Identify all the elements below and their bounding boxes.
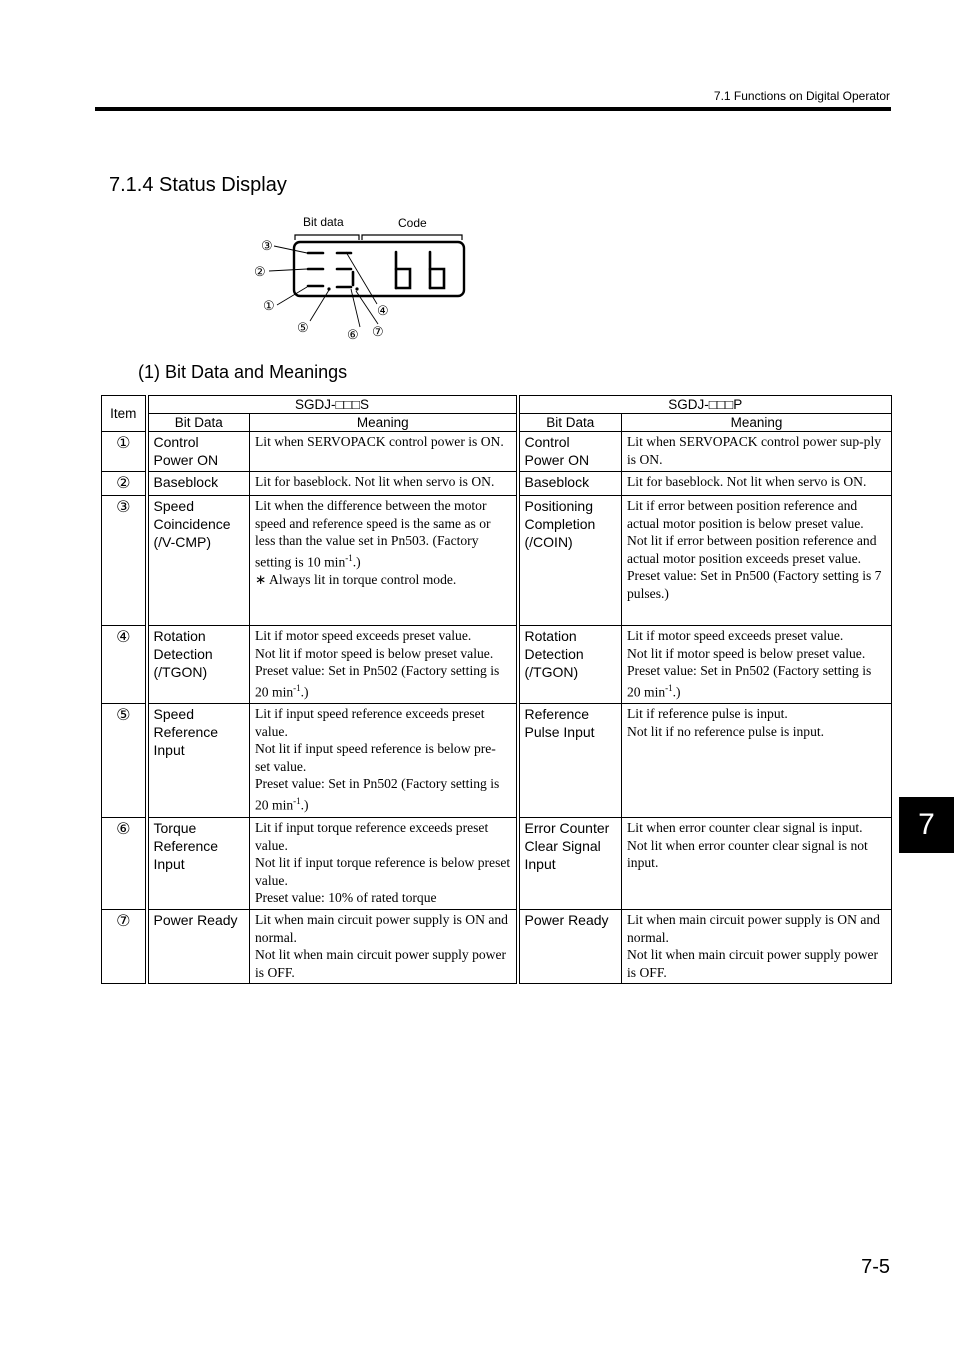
bit-name-p bbox=[518, 496, 622, 626]
item-number: ① bbox=[102, 432, 147, 472]
text-line: Detection bbox=[524, 646, 584, 662]
meaning-p bbox=[622, 818, 892, 910]
text-line: Not lit if input speed reference is below pre-set value. bbox=[255, 741, 496, 774]
text-line: Power Ready bbox=[153, 912, 238, 928]
text-line: Control bbox=[153, 434, 199, 450]
meaning-p bbox=[622, 472, 892, 496]
text-line: Coincidence bbox=[153, 516, 231, 532]
bit-name-s bbox=[147, 626, 250, 704]
meaning-s bbox=[250, 626, 518, 704]
text-line: Lit if reference pulse is input. bbox=[627, 706, 788, 721]
text-line: Preset value: 10% of rated torque bbox=[255, 890, 437, 906]
bit-name-p bbox=[518, 704, 622, 818]
text-line: Not lit when main circuit power supply power is OFF. bbox=[627, 947, 879, 980]
col-bit-data-p: Bit Data bbox=[518, 414, 622, 432]
item-number: ③ bbox=[102, 496, 147, 626]
callout-1: ① bbox=[263, 298, 275, 313]
meaning-s bbox=[250, 910, 518, 984]
section-title: 7.1.4 Status Display bbox=[109, 174, 287, 196]
bit-data-table bbox=[101, 395, 892, 984]
bit-data-bracket bbox=[295, 235, 359, 240]
callout-7: ⑦ bbox=[372, 324, 384, 339]
text-line: Baseblock bbox=[153, 474, 219, 490]
text-line: Not lit if motor speed is below preset value. bbox=[627, 645, 866, 661]
text-line: ∗ Always lit in torque control mode. bbox=[255, 571, 457, 587]
meaning-p bbox=[622, 626, 892, 704]
text-line: Clear Signal bbox=[524, 838, 601, 854]
meaning-s bbox=[250, 496, 518, 626]
status-display-diagram bbox=[250, 208, 480, 348]
text-line: Not lit when error counter clear signal is not input. bbox=[627, 837, 868, 871]
meaning-p bbox=[622, 704, 892, 818]
text-line: Speed bbox=[153, 498, 194, 514]
text-line: Input bbox=[524, 856, 556, 872]
bit-name-p bbox=[518, 432, 622, 472]
label-bit-data: Bit data bbox=[303, 215, 344, 229]
callout-5: ⑤ bbox=[297, 320, 309, 335]
bit-name-s bbox=[147, 910, 250, 984]
table-row bbox=[102, 496, 892, 626]
text-line: Input bbox=[153, 856, 185, 872]
text-line: Lit when main circuit power supply is ON and normal. bbox=[627, 912, 880, 945]
text-line: Reference bbox=[153, 724, 219, 740]
text-line: Not lit when main circuit power supply power is OFF. bbox=[255, 947, 507, 980]
table-row bbox=[102, 704, 892, 818]
text-line: Input bbox=[153, 742, 185, 758]
table-row bbox=[102, 910, 892, 984]
text-line: Detection bbox=[153, 646, 213, 662]
text-line: Lit if motor speed exceeds preset value. bbox=[255, 628, 472, 643]
text-line: Speed bbox=[153, 706, 194, 722]
label-code: Code bbox=[398, 216, 427, 230]
text-line: Rotation bbox=[524, 628, 577, 644]
text-line: Control bbox=[524, 434, 570, 450]
text-line: Not lit if error between position reference and actual motor position exceeds preset value. bbox=[627, 533, 877, 566]
text-line: Positioning bbox=[524, 498, 593, 514]
group-header-p: SGDJ-□□□P bbox=[518, 396, 892, 414]
bit-name-s bbox=[147, 432, 250, 472]
text-line: Power ON bbox=[524, 452, 590, 468]
subsection-title: (1) Bit Data and Meanings bbox=[138, 362, 348, 382]
meaning-p bbox=[622, 432, 892, 472]
bit-name-s bbox=[147, 704, 250, 818]
table-row bbox=[102, 472, 892, 496]
meaning-s bbox=[250, 432, 518, 472]
text-line: Lit if motor speed exceeds preset value. bbox=[627, 628, 844, 643]
text-line: Preset value: Set in Pn500 (Factory setting is 7 pulses.) bbox=[627, 568, 882, 601]
col-item-header: Item bbox=[102, 396, 147, 432]
col-meaning-s: Meaning bbox=[250, 414, 518, 432]
text-line: Power ON bbox=[153, 452, 219, 468]
text-line: Reference bbox=[153, 838, 219, 854]
table-row bbox=[102, 818, 892, 910]
col-meaning-p: Meaning bbox=[622, 414, 892, 432]
bit-name-s bbox=[147, 818, 250, 910]
bit-name-p bbox=[518, 472, 622, 496]
text-line: Error Counter bbox=[524, 820, 610, 836]
item-number: ④ bbox=[102, 626, 147, 704]
page-number: 7-5 bbox=[861, 1256, 890, 1278]
text-line: Power Ready bbox=[524, 912, 609, 928]
item-number: ⑦ bbox=[102, 910, 147, 984]
text-line: Completion bbox=[524, 516, 596, 532]
item-number: ⑤ bbox=[102, 704, 147, 818]
text-line: Lit when SERVOPACK control power sup-ply is ON. bbox=[627, 434, 882, 467]
text-line: Torque bbox=[153, 820, 197, 836]
text-line: (/TGON) bbox=[524, 664, 579, 680]
code-bracket bbox=[362, 235, 462, 240]
bit-name-p bbox=[518, 818, 622, 910]
chapter-tab: 7 bbox=[899, 797, 954, 853]
text-line: Not lit if motor speed is below preset value. bbox=[255, 645, 494, 661]
text-line: Baseblock bbox=[524, 474, 590, 490]
text-line: Lit if input torque reference exceeds preset value. bbox=[255, 820, 489, 853]
callout-3: ③ bbox=[261, 238, 273, 253]
callout-2: ② bbox=[254, 264, 266, 279]
bit-name-p bbox=[518, 626, 622, 704]
text-line: Not lit if input torque reference is below preset value. bbox=[255, 855, 511, 888]
bit-name-s bbox=[147, 472, 250, 496]
text-line: Rotation bbox=[153, 628, 206, 644]
callout-4: ④ bbox=[377, 303, 389, 318]
bit-name-s bbox=[147, 496, 250, 626]
text-line: Not lit if no reference pulse is input. bbox=[627, 723, 825, 739]
text-line: Lit for baseblock. Not lit when servo is ON. bbox=[627, 474, 867, 489]
text-line: Pulse Input bbox=[524, 724, 595, 740]
text-line: Reference bbox=[524, 706, 590, 722]
text-line: Preset value: Set in Pn502 (Factory setting is 20 $\min^{-1}$.) bbox=[255, 663, 500, 700]
text-line: Lit when SERVOPACK control power is ON. bbox=[255, 434, 504, 449]
text-line: Lit if input speed reference exceeds preset value. bbox=[255, 706, 485, 739]
col-bit-data-s: Bit Data bbox=[147, 414, 250, 432]
meaning-s bbox=[250, 704, 518, 818]
text-line: Lit for baseblock. Not lit when servo is ON. bbox=[255, 474, 495, 489]
meaning-p bbox=[622, 496, 892, 626]
running-header: 7.1 Functions on Digital Operator bbox=[713, 89, 890, 103]
text-line: Lit when error counter clear signal is input. bbox=[627, 820, 863, 835]
text-line: Lit if error between position reference and actual motor position is below preset value. bbox=[627, 498, 864, 531]
text-line: (/COIN) bbox=[524, 534, 573, 550]
item-number: ② bbox=[102, 472, 147, 496]
text-line: Lit when the difference between the motor speed and reference speed is the same as or less than the value set in Pn503. (Factory setting is 10 $\min^{-1}$.) bbox=[255, 498, 491, 570]
text-line: Preset value: Set in Pn502 (Factory setting is 20 $\min^{-1}$.) bbox=[255, 776, 500, 813]
meaning-s bbox=[250, 472, 518, 496]
meaning-p bbox=[622, 910, 892, 984]
text-line: (/V-CMP) bbox=[153, 534, 212, 550]
header-rule bbox=[95, 107, 891, 111]
table-row bbox=[102, 432, 892, 472]
text-line: Preset value: Set in Pn502 (Factory setting is 20 $\min^{-1}$.) bbox=[627, 663, 872, 700]
item-number: ⑥ bbox=[102, 818, 147, 910]
bit-name-p bbox=[518, 910, 622, 984]
callout-6: ⑥ bbox=[347, 327, 359, 342]
table-row bbox=[102, 626, 892, 704]
text-line: (/TGON) bbox=[153, 664, 208, 680]
text-line: Lit when main circuit power supply is ON and normal. bbox=[255, 912, 508, 945]
group-header-s: SGDJ-□□□S bbox=[147, 396, 518, 414]
meaning-s bbox=[250, 818, 518, 910]
